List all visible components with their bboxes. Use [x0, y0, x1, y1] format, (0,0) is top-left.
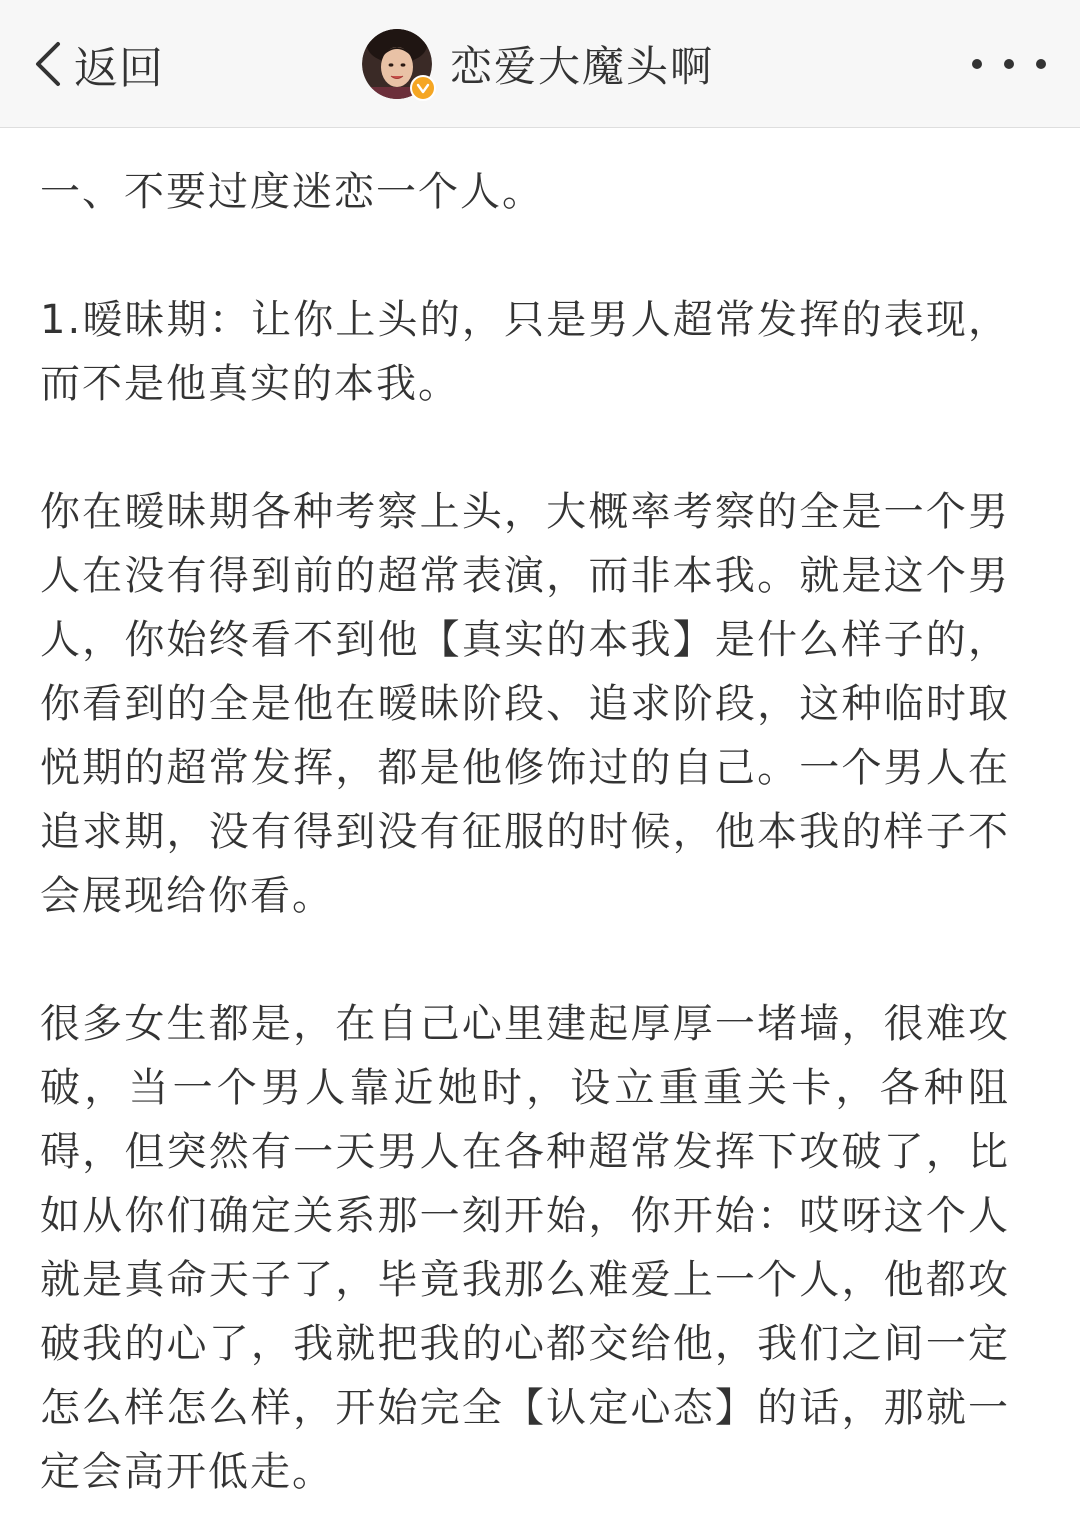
- back-button[interactable]: [28, 34, 164, 94]
- post-paragraph: 很多女生都是，在自己心里建起厚厚一堵墙，很难攻破，当一个男人靠近她时，设立重重关卡，各种阻碍，但突然有一天男人在各种超常发挥下攻破了，比如从你们确定关系那一刻开始，你开始：哎呀这个人就是真命天子了，毕竟我那么难爱上一个人，他都攻破我的心了，我就把我的心都交给他，我们之间一定怎么样怎么样，开始完全【认定心态】的话，那就一定会高开低走。: [40, 1001, 1010, 1495]
- more-dots-icon: [1004, 59, 1014, 69]
- author-profile[interactable]: [362, 28, 714, 100]
- avatar[interactable]: [362, 29, 432, 99]
- post-heading: 一、不要过度迷恋一个人。: [40, 169, 544, 215]
- post-paragraph: 你在暧昧期各种考察上头，大概率考察的全是一个男人在没有得到前的超常表演，而非本我。就是这个男人，你始终看不到他【真实的本我】是什么样子的，你看到的全是他在暧昧阶段、追求阶段，这种临时取悦期的超常发挥，都是他修饰过的自己。一个男人在追求期，没有得到没有征服的时候，他本我的样子不会展现给你看。: [40, 489, 1010, 919]
- back-label: 返回: [74, 43, 164, 94]
- post-content: [40, 160, 1010, 1504]
- more-dots-icon: [972, 59, 982, 69]
- verified-badge-icon: [410, 75, 436, 101]
- top-navigation-bar: [0, 0, 1080, 128]
- more-dots-icon: [1036, 59, 1046, 69]
- author-username[interactable]: 恋爱大魔头啊: [450, 42, 715, 91]
- chevron-left-icon: [28, 34, 68, 94]
- more-button[interactable]: [972, 52, 1046, 76]
- post-paragraph: 1.暧昧期：让你上头的，只是男人超常发挥的表现，而不是他真实的本我。: [40, 297, 1010, 407]
